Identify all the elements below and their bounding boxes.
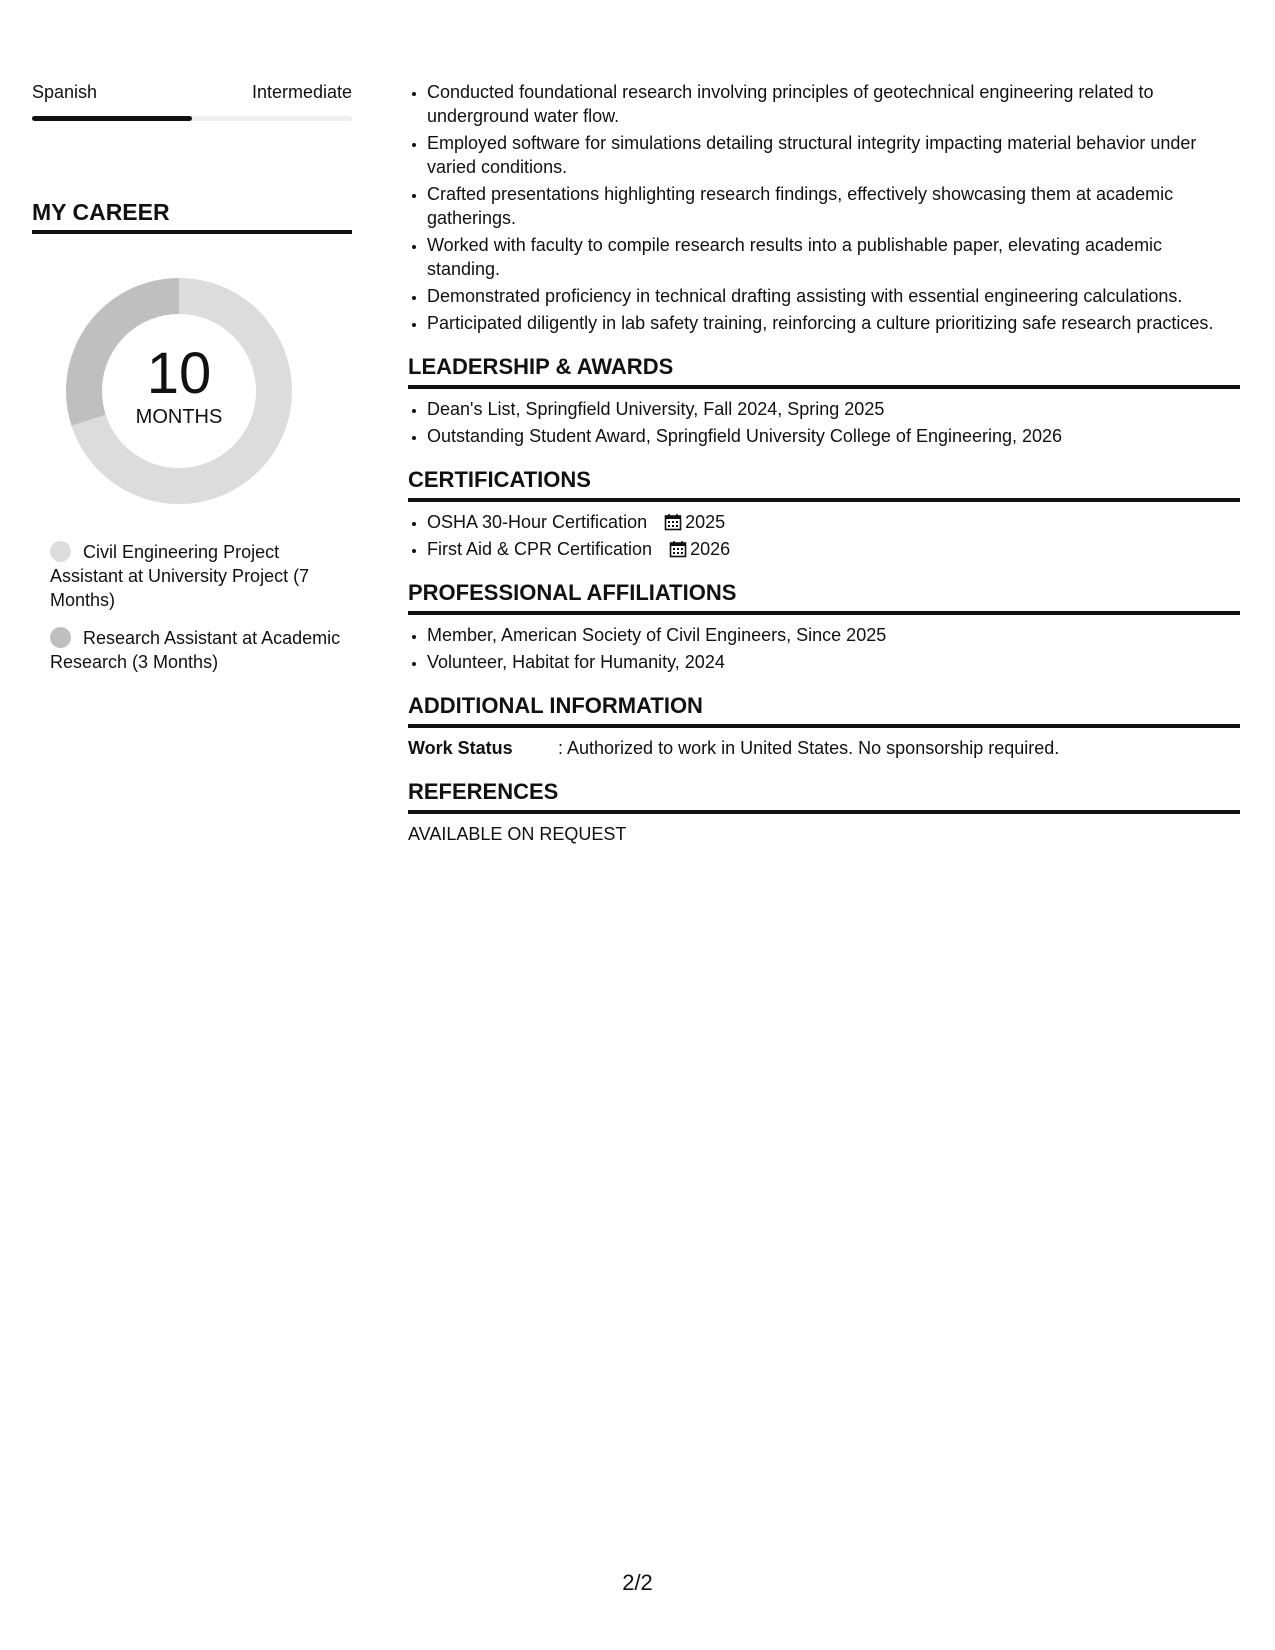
experience-bullet: • Demonstrated proficiency in technical drafting assisting with essential engineering calculations.	[427, 284, 1240, 308]
certification-year: 2025	[685, 512, 726, 532]
experience-bullet: • Crafted presentations highlighting research findings, effectively showcasing them at academic gatherings.	[427, 182, 1240, 230]
experience-bullets	[408, 80, 1240, 335]
calendar-icon	[664, 513, 682, 531]
language-name: Spanish	[32, 82, 98, 102]
work-status-row	[408, 736, 1240, 760]
career-total-months: 10	[146, 341, 212, 406]
experience-bullet: • Worked with faculty to compile research results into a publishable paper, elevating academic standing.	[427, 233, 1240, 281]
certifications-title: CERTIFICATIONS	[408, 466, 1240, 502]
experience-bullet: • Employed software for simulations detailing structural integrity impacting material behavior under varied conditions.	[427, 131, 1240, 179]
additional-section	[408, 692, 1240, 760]
leadership-list	[408, 397, 1240, 448]
references-section	[408, 778, 1240, 846]
language-row	[32, 80, 352, 104]
certification-name: OSHA 30-Hour Certification	[427, 512, 648, 532]
work-status-value: : Authorized to work in United States. No sponsorship required.	[558, 738, 1060, 758]
legend-dot	[50, 627, 71, 648]
donut-center	[66, 278, 292, 504]
references-title: REFERENCES	[408, 778, 1240, 814]
legend-label: Research Assistant at Academic Research (3 Months)	[50, 628, 341, 672]
career-legend	[32, 540, 352, 674]
legend-item	[50, 540, 352, 612]
leadership-item: • Outstanding Student Award, Springfield University College of Engineering, 2026	[427, 424, 1240, 448]
legend-label: Civil Engineering Project Assistant at University Project (7 Months)	[50, 542, 310, 610]
certification-name: First Aid & CPR Certification	[427, 539, 653, 559]
career-title: MY CAREER	[32, 199, 352, 234]
language-proficiency-bar	[32, 116, 352, 121]
work-status-label: Work Status	[408, 738, 513, 758]
affiliations-list	[408, 623, 1240, 674]
certification-item	[427, 537, 1240, 561]
page-number: 2/2	[622, 1570, 653, 1595]
calendar-icon	[669, 540, 687, 558]
affiliations-section	[408, 579, 1240, 674]
certifications-list	[408, 510, 1240, 561]
affiliation-item: • Volunteer, Habitat for Humanity, 2024	[427, 650, 1240, 674]
certification-year: 2026	[690, 539, 731, 559]
leadership-section	[408, 353, 1240, 448]
legend-dot	[50, 541, 71, 562]
certification-item	[427, 510, 1240, 534]
leadership-item: • Dean's List, Springfield University, Fall 2024, Spring 2025	[427, 397, 1240, 421]
additional-title: ADDITIONAL INFORMATION	[408, 692, 1240, 728]
career-donut-chart	[66, 278, 292, 504]
language-proficiency-fill	[32, 116, 192, 121]
references-text: AVAILABLE ON REQUEST	[408, 824, 627, 844]
leadership-title: LEADERSHIP & AWARDS	[408, 353, 1240, 389]
language-level: Intermediate	[251, 82, 352, 102]
experience-bullet: • Participated diligently in lab safety training, reinforcing a culture prioritizing safe research practices.	[427, 311, 1240, 335]
certifications-section	[408, 466, 1240, 561]
career-total-unit: MONTHS	[135, 406, 223, 428]
main-content	[408, 80, 1240, 846]
affiliations-title: PROFESSIONAL AFFILIATIONS	[408, 579, 1240, 615]
legend-item	[50, 626, 352, 674]
experience-bullet: • Conducted foundational research involving principles of geotechnical engineering related to underground water flow.	[427, 80, 1240, 128]
sidebar	[32, 80, 352, 688]
affiliation-item: • Member, American Society of Civil Engineers, Since 2025	[427, 623, 1240, 647]
